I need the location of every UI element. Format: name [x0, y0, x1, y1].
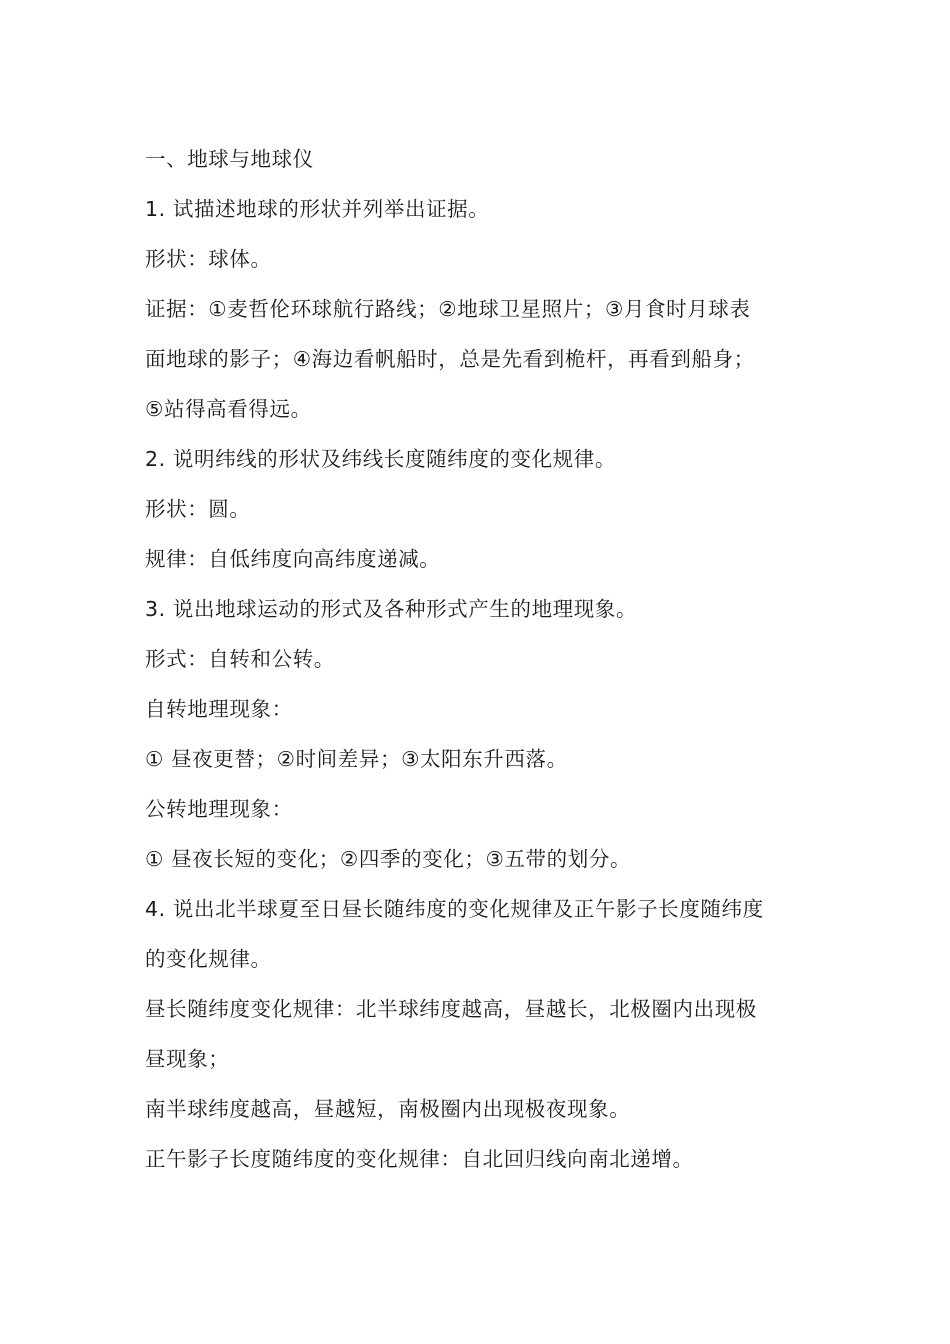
answer-line: 昼现象；	[145, 1047, 230, 1071]
answer-line: ⑤站得高看得远。	[145, 397, 312, 421]
question-3: 3. 说出地球运动的形式及各种形式产生的地理现象。	[145, 597, 638, 621]
answer-line: 公转地理现象：	[145, 797, 293, 821]
answer-line: 自转地理现象：	[145, 697, 293, 721]
question-4: 4. 说出北半球夏至日昼长随纬度的变化规律及正午影子长度随纬度	[145, 897, 764, 921]
answer-line: ① 昼夜更替；②时间差异；③太阳东升西落。	[145, 747, 568, 771]
question-4-continued: 的变化规律。	[145, 947, 272, 971]
answer-line: 南半球纬度越高，昼越短，南极圈内出现极夜现象。	[145, 1097, 631, 1121]
document-body	[145, 134, 815, 1184]
question-2: 2. 说明纬线的形状及纬线长度随纬度的变化规律。	[145, 447, 616, 471]
answer-line: 形状：球体。	[145, 247, 272, 271]
answer-line: 形状：圆。	[145, 497, 251, 521]
answer-line: ① 昼夜长短的变化；②四季的变化；③五带的划分。	[145, 847, 632, 871]
answer-line: 形式：自转和公转。	[145, 647, 335, 671]
question-1: 1. 试描述地球的形状并列举出证据。	[145, 197, 490, 221]
answer-line: 证据：①麦哲伦环球航行路线；②地球卫星照片；③月食时月球表	[145, 297, 751, 321]
answer-line: 正午影子长度随纬度的变化规律：自北回归线向南北递增。	[145, 1147, 694, 1171]
answer-line: 面地球的影子；④海边看帆船时，总是先看到桅杆，再看到船身；	[145, 347, 755, 371]
answer-line: 昼长随纬度变化规律：北半球纬度越高，昼越长，北极圈内出现极	[145, 997, 757, 1021]
section-heading: 一、地球与地球仪	[145, 147, 314, 171]
answer-line: 规律：自低纬度向高纬度递减。	[145, 547, 441, 571]
